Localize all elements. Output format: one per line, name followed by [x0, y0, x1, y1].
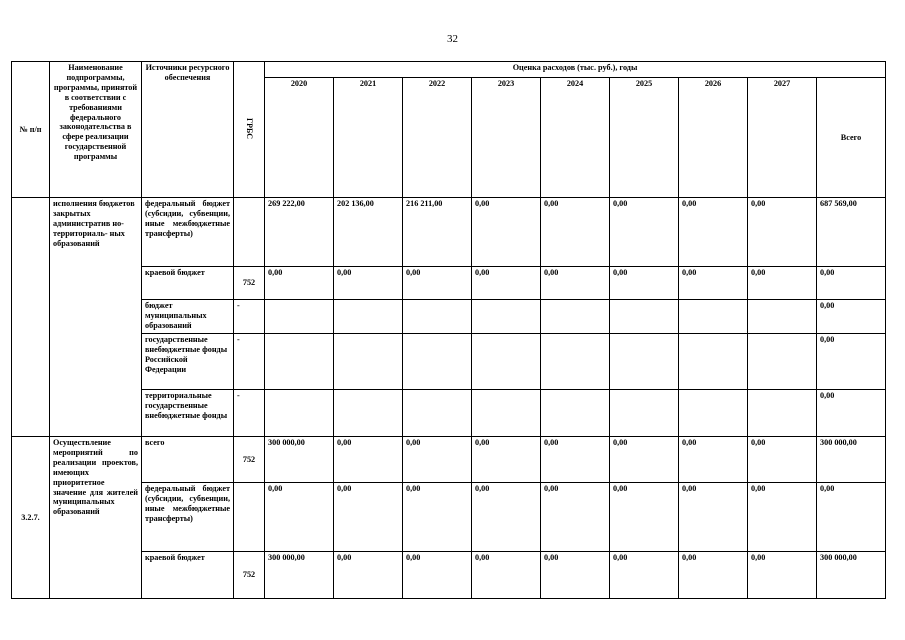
value-cell: 0,00: [748, 552, 817, 599]
grbs-cell: [234, 198, 265, 267]
value-cell: [679, 334, 748, 390]
header-year: 2022: [403, 78, 472, 198]
table-row: [12, 437, 886, 483]
value-cell: [748, 300, 817, 334]
value-cell: 0,00: [541, 198, 610, 267]
table-row: [12, 300, 886, 334]
value-cell: [472, 300, 541, 334]
value-cell: [748, 390, 817, 437]
value-cell: 0,00: [610, 483, 679, 552]
value-cell: 0,00: [541, 483, 610, 552]
source-cell: государственные внебюджетные фонды Российской Федерации: [142, 334, 234, 390]
value-cell: [610, 390, 679, 437]
table-row: [12, 552, 886, 599]
header-source: Источники ресурсного обеспечения: [142, 62, 234, 198]
block1-num: [12, 198, 50, 437]
header-year: 2026: [679, 78, 748, 198]
value-cell: [541, 334, 610, 390]
value-cell: 0,00: [679, 198, 748, 267]
value-cell: 0,00: [679, 437, 748, 483]
value-cell: [541, 390, 610, 437]
value-cell: 0,00: [472, 198, 541, 267]
grbs-cell: [234, 483, 265, 552]
value-cell: 0,00: [610, 552, 679, 599]
grbs-cell: -: [234, 334, 265, 390]
header-year: 2024: [541, 78, 610, 198]
header-year: 2020: [265, 78, 334, 198]
value-cell: [679, 300, 748, 334]
value-cell: 0,00: [334, 552, 403, 599]
value-cell: 0,00: [748, 267, 817, 300]
value-cell: 0,00: [472, 267, 541, 300]
source-cell: федеральный бюджет (субсидии, субвенции, иные межбюджетные трансферты): [142, 483, 234, 552]
value-cell: 216 211,00: [403, 198, 472, 267]
total-cell: 687 569,00: [817, 198, 886, 267]
value-cell: 0,00: [403, 552, 472, 599]
value-cell: 0,00: [403, 267, 472, 300]
value-cell: 0,00: [472, 437, 541, 483]
value-cell: 0,00: [403, 437, 472, 483]
block2-name: Осуществление мероприятий по реализации проектов, имеющих приоритетное значение для жителей муниципальных образований: [50, 437, 142, 599]
value-cell: [334, 300, 403, 334]
value-cell: 0,00: [748, 483, 817, 552]
value-cell: [748, 334, 817, 390]
value-cell: 0,00: [679, 552, 748, 599]
value-cell: [403, 300, 472, 334]
value-cell: [265, 334, 334, 390]
grbs-cell: -: [234, 300, 265, 334]
header-year: 2025: [610, 78, 679, 198]
block2-num: 3.2.7.: [12, 437, 50, 599]
value-cell: 0,00: [334, 483, 403, 552]
grbs-cell: 752: [234, 267, 265, 300]
value-cell: 0,00: [748, 437, 817, 483]
value-cell: 202 136,00: [334, 198, 403, 267]
table-row: [12, 334, 886, 390]
value-cell: 0,00: [265, 483, 334, 552]
table-row: [12, 483, 886, 552]
total-cell: 0,00: [817, 267, 886, 300]
value-cell: 0,00: [541, 267, 610, 300]
total-cell: 0,00: [817, 300, 886, 334]
table-row: [12, 267, 886, 300]
header-year: 2027: [748, 78, 817, 198]
grbs-cell: 752: [234, 437, 265, 483]
expenditure-table: [11, 61, 886, 599]
value-cell: 0,00: [265, 267, 334, 300]
header-num: № п/п: [12, 62, 50, 198]
header-total: Всего: [817, 78, 886, 198]
page-number: 32: [447, 33, 458, 45]
value-cell: 300 000,00: [265, 437, 334, 483]
value-cell: [541, 300, 610, 334]
value-cell: [334, 334, 403, 390]
header-name: Наименование подпрограммы, программы, принятой в соответствии с требованиями федерального законодательства в сфере реализации государственной программы: [50, 62, 142, 198]
table-row: [12, 390, 886, 437]
header-year: 2021: [334, 78, 403, 198]
total-cell: 0,00: [817, 334, 886, 390]
value-cell: 0,00: [610, 267, 679, 300]
value-cell: 0,00: [541, 552, 610, 599]
value-cell: [472, 334, 541, 390]
block1-name: исполнения бюджетов закрытых административ но-территориаль- ных образований: [50, 198, 142, 437]
value-cell: 0,00: [748, 198, 817, 267]
header-estimate-title: Оценка расходов (тыс. руб.), годы: [265, 62, 886, 78]
value-cell: 0,00: [541, 437, 610, 483]
total-cell: 0,00: [817, 483, 886, 552]
total-cell: 0,00: [817, 390, 886, 437]
value-cell: [610, 334, 679, 390]
source-cell: краевой бюджет: [142, 267, 234, 300]
value-cell: 0,00: [679, 483, 748, 552]
value-cell: 0,00: [472, 552, 541, 599]
value-cell: [403, 390, 472, 437]
value-cell: [265, 300, 334, 334]
total-cell: 300 000,00: [817, 437, 886, 483]
value-cell: 300 000,00: [265, 552, 334, 599]
value-cell: [610, 300, 679, 334]
source-cell: территориальные государственные внебюджетные фонды: [142, 390, 234, 437]
value-cell: [334, 390, 403, 437]
source-cell: федеральный бюджет (субсидии, субвенции, иные межбюджетные трансферты): [142, 198, 234, 267]
value-cell: [265, 390, 334, 437]
value-cell: 0,00: [679, 267, 748, 300]
table-row: [12, 198, 886, 267]
value-cell: [679, 390, 748, 437]
value-cell: 0,00: [610, 198, 679, 267]
header-grbs: [234, 62, 265, 198]
header-grbs-label: ГРБС: [244, 117, 254, 139]
value-cell: 269 222,00: [265, 198, 334, 267]
value-cell: 0,00: [610, 437, 679, 483]
value-cell: 0,00: [334, 437, 403, 483]
grbs-cell: -: [234, 390, 265, 437]
source-cell: краевой бюджет: [142, 552, 234, 599]
total-cell: 300 000,00: [817, 552, 886, 599]
value-cell: 0,00: [403, 483, 472, 552]
value-cell: 0,00: [334, 267, 403, 300]
source-cell: всего: [142, 437, 234, 483]
value-cell: [472, 390, 541, 437]
header-year: 2023: [472, 78, 541, 198]
value-cell: [403, 334, 472, 390]
grbs-cell: 752: [234, 552, 265, 599]
value-cell: 0,00: [472, 483, 541, 552]
source-cell: бюджет муниципальных образований: [142, 300, 234, 334]
